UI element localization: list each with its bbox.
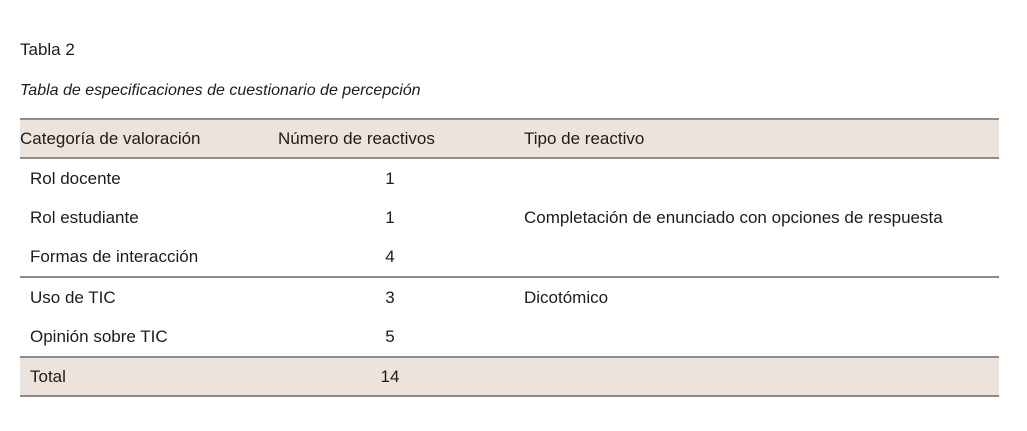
total-row <box>20 357 999 396</box>
specifications-table <box>20 118 999 397</box>
table-row <box>20 158 999 198</box>
table-row <box>20 317 999 357</box>
row-count: 4 <box>385 246 395 266</box>
table-header-row <box>20 119 999 158</box>
table-label: Tabla 2 <box>20 40 75 59</box>
row-type: Completación de enunciado con opciones de respuesta <box>524 207 943 227</box>
row-count: 1 <box>385 207 395 227</box>
row-category: Opinión sobre TIC <box>30 326 168 346</box>
table-row <box>20 277 999 317</box>
row-category: Formas de interacción <box>30 246 199 266</box>
header-category: Categoría de valoración <box>20 119 278 158</box>
row-count: 5 <box>385 326 395 346</box>
row-count: 1 <box>385 168 395 188</box>
row-category: Uso de TIC <box>20 277 278 317</box>
total-count: 14 <box>278 357 516 396</box>
header-type: Tipo de reactivo <box>516 119 999 158</box>
row-type-empty <box>516 317 999 357</box>
total-type-empty <box>516 357 999 396</box>
row-type: Dicotómico <box>516 277 999 317</box>
row-category: Rol docente <box>30 168 121 188</box>
row-count: 3 <box>278 277 516 317</box>
row-category: Rol estudiante <box>30 207 139 227</box>
total-label: Total <box>20 357 278 396</box>
table-caption: Tabla de especificaciones de cuestionario de percepción <box>20 82 421 99</box>
header-count: Número de reactivos <box>278 119 516 158</box>
